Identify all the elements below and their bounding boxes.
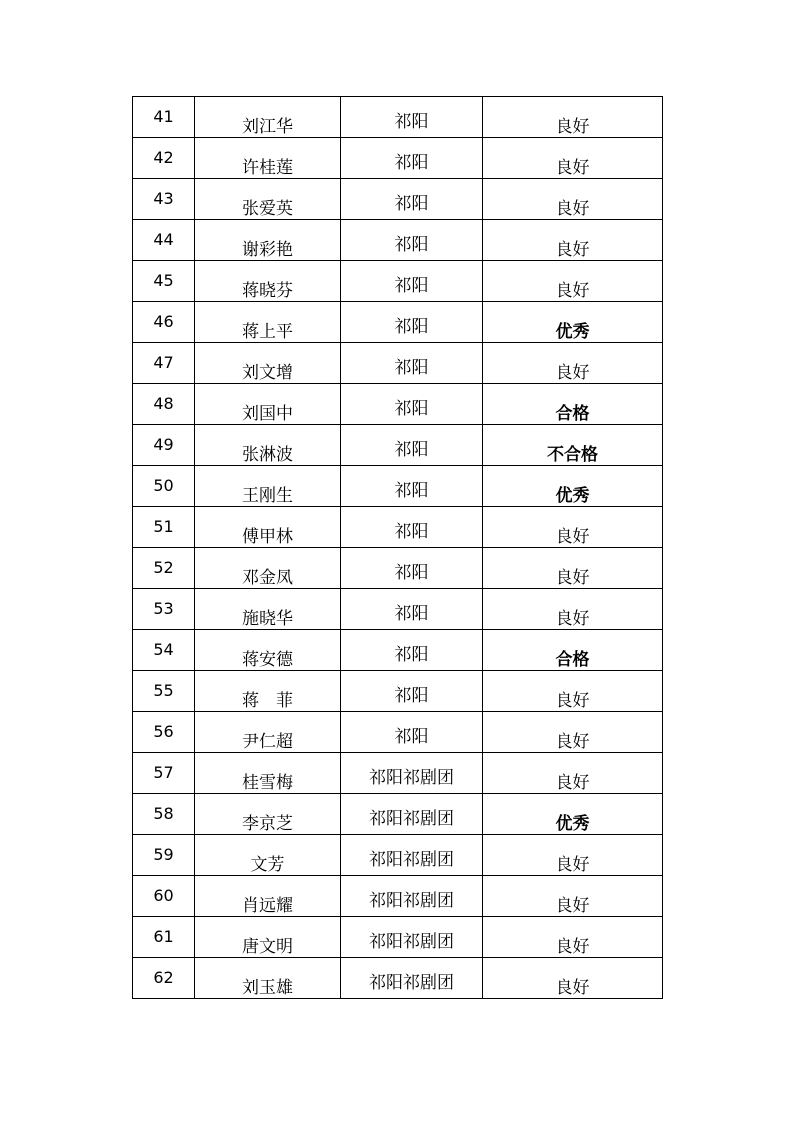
person-name-cell — [195, 466, 341, 507]
row-number-cell — [133, 466, 195, 507]
row-number-text: 48 — [153, 394, 174, 413]
unit-cell — [341, 507, 483, 548]
grade-text: 良好 — [555, 568, 590, 588]
person-name-text: 刘江华 — [242, 117, 293, 137]
unit-text: 祁阳 — [394, 686, 429, 706]
unit-text: 祁阳祁剧团 — [369, 932, 454, 952]
table-row — [133, 302, 663, 343]
row-number-text: 47 — [153, 353, 174, 372]
row-number-cell — [133, 876, 195, 917]
person-name-text: 蒋 菲 — [242, 691, 293, 711]
row-number-text: 52 — [153, 558, 174, 577]
unit-text: 祁阳 — [394, 153, 429, 173]
unit-cell — [341, 138, 483, 179]
grade-text: 良好 — [555, 117, 590, 137]
person-name-text: 蒋上平 — [242, 322, 293, 342]
unit-text: 祁阳 — [394, 563, 429, 583]
grade-cell — [483, 302, 663, 343]
table-row — [133, 261, 663, 302]
table-row — [133, 589, 663, 630]
roster-body — [133, 97, 663, 999]
unit-text: 祁阳 — [394, 481, 429, 501]
grade-cell — [483, 712, 663, 753]
unit-text: 祁阳祁剧团 — [369, 973, 454, 993]
person-name-text: 张淋波 — [242, 445, 293, 465]
grade-text: 优秀 — [555, 814, 590, 834]
unit-text: 祁阳祁剧团 — [369, 809, 454, 829]
unit-cell — [341, 671, 483, 712]
table-row — [133, 97, 663, 138]
unit-text: 祁阳 — [394, 235, 429, 255]
unit-text: 祁阳 — [394, 440, 429, 460]
table-row — [133, 425, 663, 466]
row-number-cell — [133, 753, 195, 794]
row-number-cell — [133, 179, 195, 220]
grade-text: 良好 — [555, 773, 590, 793]
grade-text: 良好 — [555, 691, 590, 711]
grade-text: 良好 — [555, 978, 590, 998]
unit-cell — [341, 794, 483, 835]
person-name-cell — [195, 671, 341, 712]
person-name-text: 谢彩艳 — [242, 240, 293, 260]
row-number-text: 58 — [153, 804, 174, 823]
row-number-cell — [133, 425, 195, 466]
grade-cell — [483, 179, 663, 220]
unit-cell — [341, 548, 483, 589]
table-row — [133, 917, 663, 958]
unit-cell — [341, 753, 483, 794]
grade-text: 良好 — [555, 896, 590, 916]
grade-cell — [483, 835, 663, 876]
roster-table — [132, 96, 663, 999]
table-row — [133, 343, 663, 384]
unit-text: 祁阳 — [394, 276, 429, 296]
person-name-cell — [195, 179, 341, 220]
grade-cell — [483, 794, 663, 835]
grade-text: 良好 — [555, 609, 590, 629]
person-name-cell — [195, 384, 341, 425]
person-name-cell — [195, 343, 341, 384]
row-number-text: 55 — [153, 681, 174, 700]
row-number-text: 43 — [153, 189, 174, 208]
row-number-cell — [133, 302, 195, 343]
unit-cell — [341, 630, 483, 671]
row-number-cell — [133, 220, 195, 261]
grade-text: 良好 — [555, 527, 590, 547]
row-number-text: 54 — [153, 640, 174, 659]
grade-text: 合格 — [555, 404, 590, 424]
row-number-text: 60 — [153, 886, 174, 905]
table-row — [133, 958, 663, 999]
person-name-cell — [195, 630, 341, 671]
person-name-text: 文芳 — [250, 855, 285, 875]
grade-cell — [483, 753, 663, 794]
unit-cell — [341, 343, 483, 384]
row-number-cell — [133, 97, 195, 138]
grade-text: 良好 — [555, 937, 590, 957]
grade-text: 良好 — [555, 240, 590, 260]
person-name-cell — [195, 876, 341, 917]
person-name-text: 施晓华 — [242, 609, 293, 629]
row-number-cell — [133, 794, 195, 835]
unit-text: 祁阳 — [394, 522, 429, 542]
person-name-cell — [195, 97, 341, 138]
table-row — [133, 548, 663, 589]
grade-text: 优秀 — [555, 486, 590, 506]
table-row — [133, 794, 663, 835]
person-name-text: 尹仁超 — [242, 732, 293, 752]
grade-cell — [483, 630, 663, 671]
unit-cell — [341, 466, 483, 507]
unit-cell — [341, 712, 483, 753]
row-number-text: 62 — [153, 968, 174, 987]
grade-text: 良好 — [555, 199, 590, 219]
unit-cell — [341, 384, 483, 425]
unit-text: 祁阳 — [394, 604, 429, 624]
unit-cell — [341, 589, 483, 630]
table-row — [133, 138, 663, 179]
person-name-text: 蒋安德 — [242, 650, 293, 670]
person-name-text: 邓金凤 — [242, 568, 293, 588]
row-number-cell — [133, 343, 195, 384]
person-name-cell — [195, 138, 341, 179]
grade-text: 优秀 — [555, 322, 590, 342]
grade-cell — [483, 466, 663, 507]
row-number-text: 51 — [153, 517, 174, 536]
person-name-text: 傅甲林 — [242, 527, 293, 547]
unit-cell — [341, 835, 483, 876]
person-name-cell — [195, 261, 341, 302]
table-row — [133, 630, 663, 671]
row-number-cell — [133, 671, 195, 712]
row-number-text: 46 — [153, 312, 174, 331]
person-name-text: 李京芝 — [242, 814, 293, 834]
row-number-cell — [133, 261, 195, 302]
row-number-cell — [133, 507, 195, 548]
person-name-cell — [195, 917, 341, 958]
person-name-text: 张爱英 — [242, 199, 293, 219]
person-name-text: 桂雪梅 — [242, 773, 293, 793]
person-name-text: 王刚生 — [242, 486, 293, 506]
row-number-text: 57 — [153, 763, 174, 782]
grade-cell — [483, 384, 663, 425]
row-number-text: 45 — [153, 271, 174, 290]
person-name-cell — [195, 835, 341, 876]
grade-cell — [483, 876, 663, 917]
person-name-cell — [195, 302, 341, 343]
unit-text: 祁阳 — [394, 194, 429, 214]
unit-text: 祁阳祁剧团 — [369, 768, 454, 788]
row-number-cell — [133, 917, 195, 958]
row-number-text: 41 — [153, 107, 174, 126]
grade-cell — [483, 343, 663, 384]
row-number-cell — [133, 630, 195, 671]
unit-cell — [341, 97, 483, 138]
unit-text: 祁阳 — [394, 358, 429, 378]
unit-text: 祁阳 — [394, 317, 429, 337]
grade-cell — [483, 548, 663, 589]
table-row — [133, 466, 663, 507]
table-row — [133, 712, 663, 753]
grade-text: 良好 — [555, 281, 590, 301]
row-number-cell — [133, 958, 195, 999]
grade-cell — [483, 97, 663, 138]
person-name-cell — [195, 794, 341, 835]
person-name-text: 肖远耀 — [242, 896, 293, 916]
person-name-cell — [195, 589, 341, 630]
unit-cell — [341, 425, 483, 466]
table-row — [133, 835, 663, 876]
grade-cell — [483, 958, 663, 999]
row-number-cell — [133, 835, 195, 876]
row-number-cell — [133, 712, 195, 753]
grade-text: 合格 — [555, 650, 590, 670]
grade-cell — [483, 261, 663, 302]
unit-cell — [341, 261, 483, 302]
person-name-text: 刘玉雄 — [242, 978, 293, 998]
row-number-cell — [133, 384, 195, 425]
unit-text: 祁阳 — [394, 112, 429, 132]
person-name-text: 刘文增 — [242, 363, 293, 383]
table-row — [133, 671, 663, 712]
unit-cell — [341, 876, 483, 917]
person-name-cell — [195, 958, 341, 999]
person-name-cell — [195, 220, 341, 261]
grade-text: 良好 — [555, 158, 590, 178]
unit-cell — [341, 302, 483, 343]
grade-text: 良好 — [555, 855, 590, 875]
unit-text: 祁阳 — [394, 399, 429, 419]
unit-cell — [341, 917, 483, 958]
grade-text: 良好 — [555, 363, 590, 383]
person-name-text: 刘国中 — [242, 404, 293, 424]
row-number-text: 44 — [153, 230, 174, 249]
row-number-cell — [133, 548, 195, 589]
person-name-text: 蒋晓芬 — [242, 281, 293, 301]
row-number-text: 61 — [153, 927, 174, 946]
person-name-text: 唐文明 — [242, 937, 293, 957]
person-name-cell — [195, 548, 341, 589]
person-name-cell — [195, 712, 341, 753]
person-name-cell — [195, 753, 341, 794]
table-row — [133, 179, 663, 220]
row-number-cell — [133, 589, 195, 630]
grade-cell — [483, 507, 663, 548]
grade-cell — [483, 589, 663, 630]
unit-text: 祁阳 — [394, 645, 429, 665]
row-number-text: 56 — [153, 722, 174, 741]
row-number-text: 49 — [153, 435, 174, 454]
unit-cell — [341, 958, 483, 999]
grade-cell — [483, 138, 663, 179]
person-name-text: 许桂莲 — [242, 158, 293, 178]
person-name-cell — [195, 507, 341, 548]
table-row — [133, 384, 663, 425]
row-number-text: 42 — [153, 148, 174, 167]
grade-cell — [483, 917, 663, 958]
table-row — [133, 753, 663, 794]
grade-cell — [483, 671, 663, 712]
table-row — [133, 507, 663, 548]
unit-text: 祁阳祁剧团 — [369, 891, 454, 911]
unit-cell — [341, 220, 483, 261]
table-row — [133, 876, 663, 917]
person-name-cell — [195, 425, 341, 466]
unit-text: 祁阳 — [394, 727, 429, 747]
table-row — [133, 220, 663, 261]
unit-text: 祁阳祁剧团 — [369, 850, 454, 870]
grade-text: 良好 — [555, 732, 590, 752]
grade-cell — [483, 220, 663, 261]
row-number-text: 50 — [153, 476, 174, 495]
unit-cell — [341, 179, 483, 220]
grade-text: 不合格 — [547, 445, 598, 465]
row-number-cell — [133, 138, 195, 179]
row-number-text: 53 — [153, 599, 174, 618]
grade-cell — [483, 425, 663, 466]
row-number-text: 59 — [153, 845, 174, 864]
